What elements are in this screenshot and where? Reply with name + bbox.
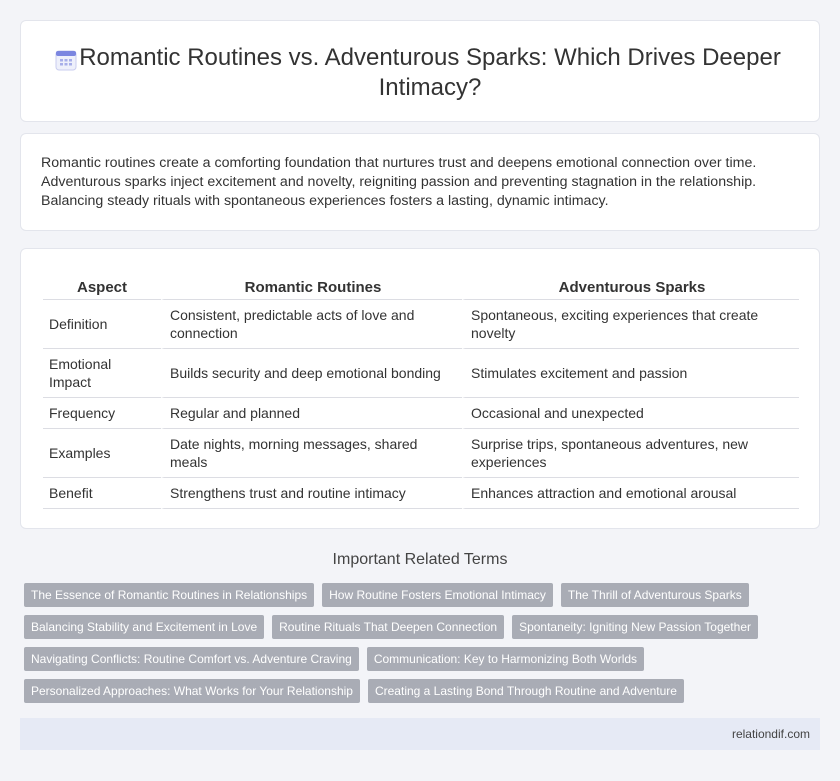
tag-row [24, 615, 784, 639]
related-term-tag[interactable]: Creating a Lasting Bond Through Routine and Adventure [368, 679, 684, 703]
header-aspect: Aspect [43, 273, 161, 300]
cell-aspect: Emotional Impact [43, 349, 161, 398]
header-adventurous-sparks: Adventurous Sparks [462, 273, 799, 300]
table-row [43, 300, 799, 349]
cell-adventurous: Stimulates excitement and passion [462, 349, 799, 398]
cell-aspect: Definition [43, 300, 161, 349]
related-term-tag[interactable]: Balancing Stability and Excitement in Love [24, 615, 264, 639]
related-term-tag[interactable]: Communication: Key to Harmonizing Both Worlds [367, 647, 644, 671]
cell-romantic: Consistent, predictable acts of love and connection [161, 300, 462, 349]
table-header-row [43, 273, 799, 300]
header-romantic-routines: Romantic Routines [161, 273, 462, 300]
footer [20, 718, 820, 750]
tag-row [24, 679, 784, 703]
table-row [43, 349, 799, 398]
cell-romantic: Date nights, morning messages, shared meals [161, 429, 462, 478]
related-terms-heading: Important Related Terms [332, 551, 508, 568]
cell-romantic: Strengthens trust and routine intimacy [161, 478, 462, 509]
footer-site-link[interactable]: relationdif.com [731, 727, 810, 741]
cell-aspect: Examples [43, 429, 161, 478]
comparison-table [43, 273, 799, 509]
cell-romantic: Builds security and deep emotional bonding [161, 349, 462, 398]
intro-card [20, 133, 820, 231]
related-terms-tags [24, 583, 784, 711]
related-term-tag[interactable]: Personalized Approaches: What Works for Your Relationship [24, 679, 360, 703]
table-row [43, 429, 799, 478]
related-term-tag[interactable]: Navigating Conflicts: Routine Comfort vs. Adventure Craving [24, 647, 359, 671]
cell-adventurous: Occasional and unexpected [462, 398, 799, 429]
cell-adventurous: Enhances attraction and emotional arousal [462, 478, 799, 509]
cell-romantic: Regular and planned [161, 398, 462, 429]
page-title: Romantic Routines vs. Adventurous Sparks: Which Drives Deeper Intimacy? [79, 44, 781, 101]
related-term-tag[interactable]: Spontaneity: Igniting New Passion Together [512, 615, 758, 639]
tag-row [24, 647, 784, 671]
related-term-tag[interactable]: The Essence of Romantic Routines in Relationships [24, 583, 314, 607]
related-term-tag[interactable]: Routine Rituals That Deepen Connection [272, 615, 504, 639]
related-term-tag[interactable]: How Routine Fosters Emotional Intimacy [322, 583, 553, 607]
comparison-table-card [20, 248, 820, 529]
title-card [20, 20, 820, 122]
cell-aspect: Benefit [43, 478, 161, 509]
cell-adventurous: Spontaneous, exciting experiences that create novelty [462, 300, 799, 349]
intro-paragraph: Romantic routines create a comforting foundation that nurtures trust and deepens emotional connection over time. Adventurous sparks inject excitement and novelty, reigniting passion and preventing stagnation in the relationship. Balancing steady rituals with spontaneous experiences fosters a lasting, dynamic intimacy. [41, 155, 757, 209]
table-row [43, 398, 799, 429]
table-row [43, 478, 799, 509]
related-term-tag[interactable]: The Thrill of Adventurous Sparks [561, 583, 749, 607]
cell-adventurous: Surprise trips, spontaneous adventures, new experiences [462, 429, 799, 478]
tag-row [24, 583, 784, 607]
cell-aspect: Frequency [43, 398, 161, 429]
